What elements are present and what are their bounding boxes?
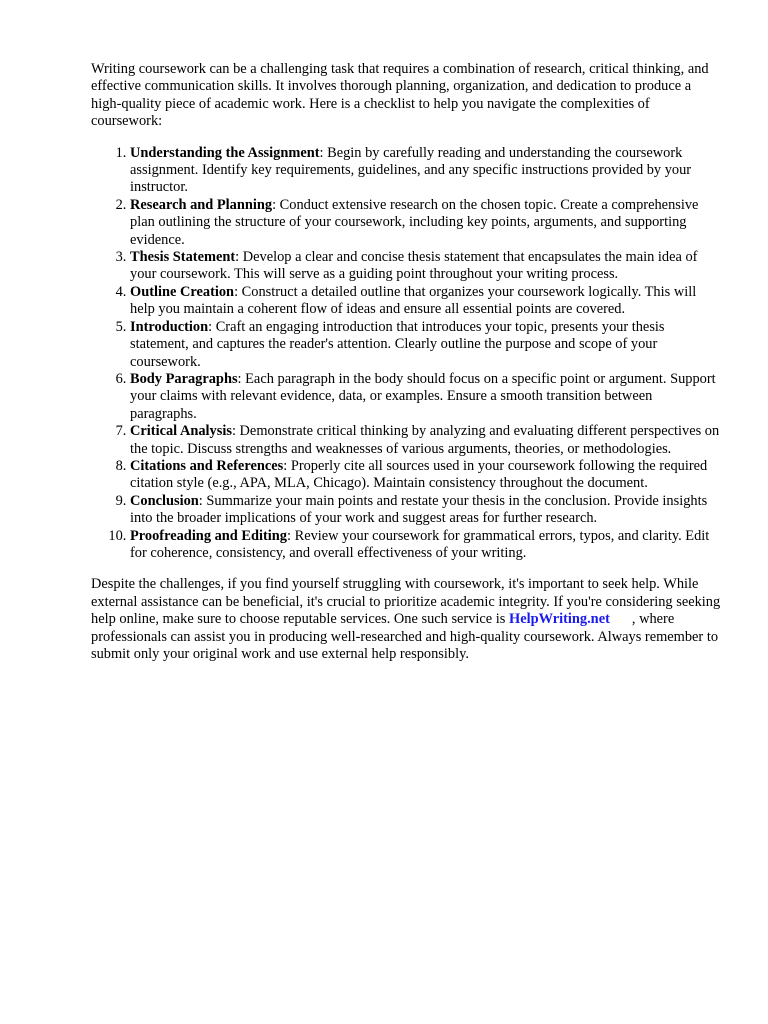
list-item-term: Conclusion [130,492,199,509]
list-item-term: Proofreading and Editing [130,527,287,544]
list-item-text: Conduct extensive research on the chosen topic. Create a comprehensive plan outlining the structure of your coursework, including key points, arguments, and supporting evidence. [130,196,699,248]
list-item-term: Critical Analysis [130,423,232,440]
list-item: 3. Thesis Statement: Develop a clear and concise thesis statement that encapsulates the main idea of your coursework. This will serve as a guiding point throughout your writing process. [130,249,721,284]
checklist [91,145,721,563]
closing-text-before-link: Despite the challenges, if you find yourself struggling with coursework, it's important to seek help. While external assistance can be beneficial, it's crucial to prioritize academic integrity. If you're considering seeking help online, make sure to choose reputable services. One such service is [91,576,721,628]
list-item-text: Summarize your main points and restate your thesis in the conclusion. Provide insights into the broader implications of your work and suggest areas for further research. [130,492,708,527]
list-item: 9. Conclusion: Summarize your main points and restate your thesis in the conclusion. Provide insights into the broader implications of your work and suggest areas for further research. [130,493,721,528]
list-item-text: Each paragraph in the body should focus on a specific point or argument. Support your claims with relevant evidence, data, or examples. Ensure a smooth transition between paragraphs. [130,370,716,422]
list-item-term: Outline Creation [130,283,235,300]
list-item-text: Craft an engaging introduction that introduces your topic, presents your thesis statement, and captures the reader's attention. Clearly outline the purpose and scope of your coursework. [130,318,665,370]
list-item-term: Thesis Statement [130,249,236,266]
closing-paragraph [91,576,721,663]
helpwriting-link[interactable]: HelpWriting.net [509,611,610,628]
list-item: 6. Body Paragraphs: Each paragraph in the body should focus on a specific point or argument. Support your claims with relevant evidence, data, or examples. Ensure a smooth transition between paragraphs. [130,371,721,423]
list-item-term: Understanding the Assignment [130,144,320,161]
list-item-text: Properly cite all sources used in your coursework following the required citation style (e.g., APA, MLA, Chicago). Maintain consistency throughout the document. [130,457,708,492]
list-item: 2. Research and Planning: Conduct extensive research on the chosen topic. Create a comprehensive plan outlining the structure of your coursework, including key points, arguments, and supporting evidence. [130,197,721,249]
list-item-text: Review your coursework for grammatical errors, typos, and clarity. Edit for coherence, consistency, and overall effectiveness of your writing. [130,527,710,561]
list-item: 1. Understanding the Assignment: Begin by carefully reading and understanding the coursework assignment. Identify key requirements, guidelines, and any specific instructions provided by your instructor. [130,145,721,197]
list-item: 4. Outline Creation: Construct a detailed outline that organizes your coursework logically. This will help you maintain a coherent flow of ideas and ensure all essential points are covered. [130,284,721,319]
intro-paragraph: Writing coursework can be a challenging task that requires a combination of research, critical thinking, and effective communication skills. It involves thorough planning, organization, and dedication to produce a high-quality piece of academic work. Here is a checklist to help you navigate the complexities of coursework: [91,61,709,130]
list-item-text: Begin by carefully reading and understanding the coursework assignment. Identify key requirements, guidelines, and any specific instructions provided by your instructor. [130,144,692,196]
list-item: 8. Citations and References: Properly cite all sources used in your coursework following the required citation style (e.g., APA, MLA, Chicago). Maintain consistency throughout the document. [130,458,721,493]
list-item-text: Construct a detailed outline that organizes your coursework logically. This will help you maintain a coherent flow of ideas and ensure all essential points are covered. [130,283,697,318]
list-item-term: Citations and References [130,457,284,474]
list-item-text: Develop a clear and concise thesis statement that encapsulates the main idea of your coursework. This will serve as a guiding point throughout your writing process. [130,249,698,283]
list-item: 10. Proofreading and Editing: Review your coursework for grammatical errors, typos, and clarity. Edit for coherence, consistency, and overall effectiveness of your writing. [130,528,721,563]
list-item-term: Introduction [130,318,209,335]
document-page [91,61,721,663]
list-item: 7. Critical Analysis: Demonstrate critical thinking by analyzing and evaluating different perspectives on the topic. Discuss strengths and weaknesses of various arguments, theories, or methodologies. [130,423,721,458]
list-item: 5. Introduction: Craft an engaging introduction that introduces your topic, presents your thesis statement, and captures the reader's attention. Clearly outline the purpose and scope of your coursework. [130,319,721,371]
list-item-term: Body Paragraphs [130,370,238,387]
list-item-text: Demonstrate critical thinking by analyzing and evaluating different perspectives on the topic. Discuss strengths and weaknesses of various arguments, theories, or methodologies. [130,423,720,457]
list-item-term: Research and Planning [130,196,273,213]
closing-text-after-link: , where professionals can assist you in producing well-researched and high-quality coursework. Always remember to submit only your original work and use external help responsibly. [91,611,719,662]
